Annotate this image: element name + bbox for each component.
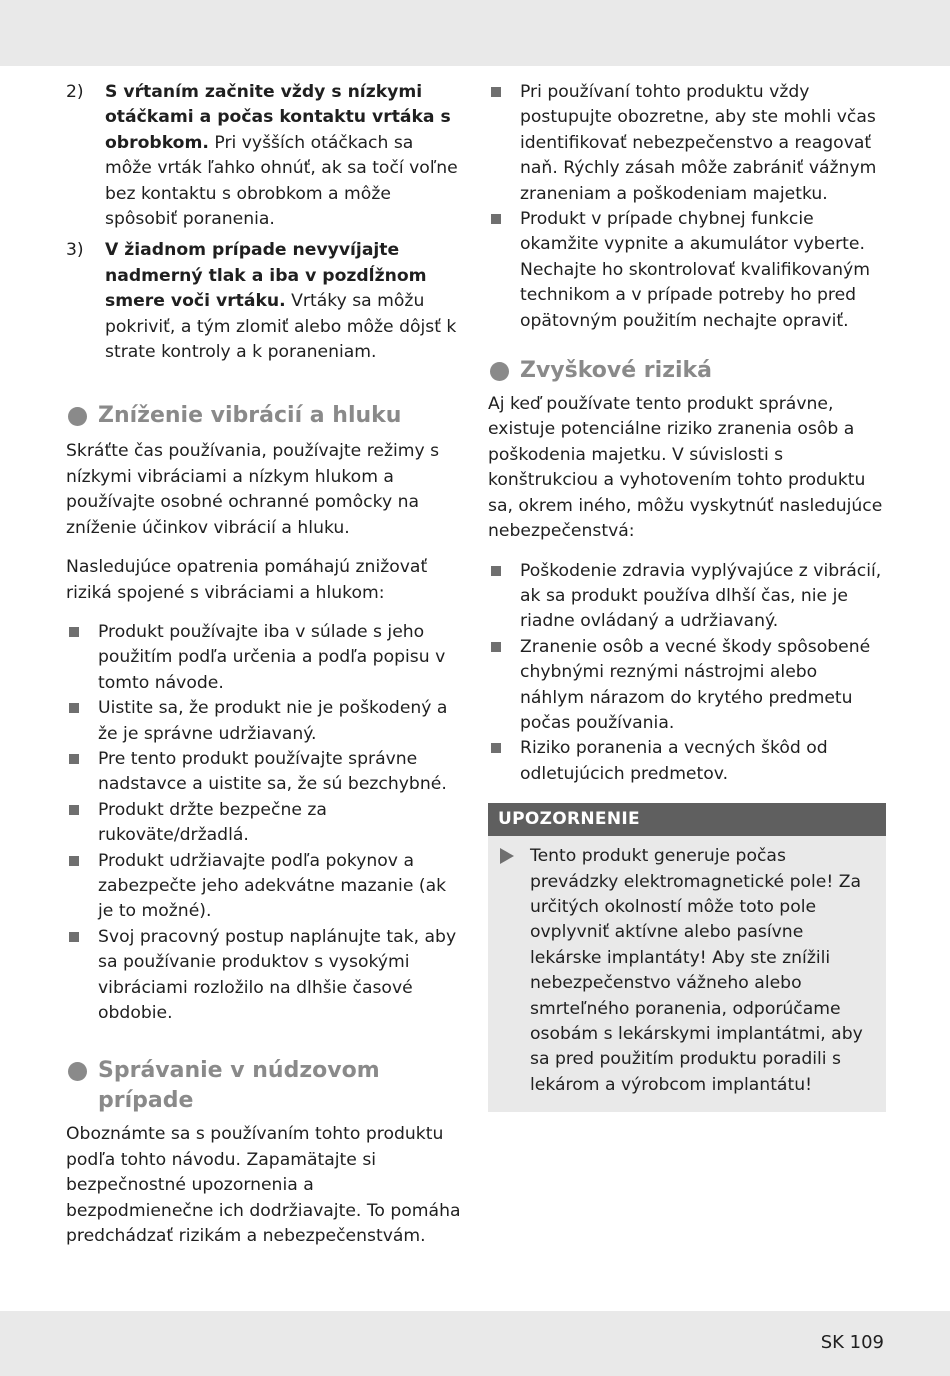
footer-band (0, 1311, 950, 1376)
square-bullet-icon (69, 754, 79, 764)
page-number: SK 109 (820, 1332, 884, 1353)
square-bullet-icon (69, 627, 79, 637)
list-item: Poškodenie zdravia vyplývajúce z vibrácií, ak sa produkt používa dlhší čas, nie je riadne ovládaný a udržiavaný. (488, 559, 886, 635)
paragraph: Aj keď používate tento produkt správne, existuje potenciálne riziko zranenia osôb a poškodenia majetku. V súvislosti s konštrukciou a vyhotovením tohto produktu sa, okrem iného, môžu vyskytnúť nasledujúce nebezpečenstvá: (488, 394, 883, 542)
paragraph: Nasledujúce opatrenia pomáhajú znižovať riziká spojené s vibráciami a hlukom: (66, 557, 428, 603)
warning-box (488, 803, 886, 1112)
step-emphasis: V žiadnom prípade nevyvíjajte nadmerný tlak a iba v pozdĺžnom smere voči vrtáku. (105, 240, 427, 312)
left-column (66, 80, 464, 1249)
square-bullet-icon (491, 87, 501, 97)
warning-body (488, 836, 886, 1112)
list-item: Riziko poranenia a vecných škôd od odletujúcich predmetov. (488, 736, 886, 787)
list-item: Pre tento produkt používajte správne nadstavce a uistite sa, že sú bezchybné. (66, 747, 464, 798)
step-emphasis: S vŕtaním začnite vždy s nízkymi otáčkami a počas kontaktu vrtáka s obrobkom. (105, 82, 451, 153)
list-item: Pri používaní tohto produktu vždy postupujte obozretne, aby ste mohli včas identifikovať nebezpečenstvo a reagovať naň. Rýchly zásah môže zabrániť vážnym zraneniam a poškodeniam majetku. (488, 80, 886, 207)
step-number: 2) (66, 82, 84, 102)
right-column (488, 80, 886, 1112)
square-bullet-icon (491, 743, 501, 753)
square-bullet-icon (69, 805, 79, 815)
step-number: 3) (66, 240, 84, 261)
measures-list (66, 620, 464, 1027)
list-item: Produkt používajte iba v súlade s jeho použitím podľa určenia a podľa popisu v tomto návode. (66, 620, 464, 696)
square-bullet-icon (69, 703, 79, 713)
list-item: Produkt držte bezpečne za rukoväte/držadlá. (66, 798, 464, 849)
heading-bullet-icon (68, 407, 87, 426)
list-item: Zranenie osôb a vecné škody spôsobené chybnými reznými nástrojmi alebo náhlym nárazom do krytého predmetu počas používania. (488, 635, 886, 737)
paragraph: Skráťte čas používania, používajte režimy s nízkymi vibráciami a nízkym hlukom a používajte osobné ochranné pomôcky na zníženie účinkov vibrácií a hluku. (66, 441, 440, 538)
numbered-step (66, 238, 464, 365)
risks-list (488, 559, 886, 788)
square-bullet-icon (69, 856, 79, 866)
warning-title: UPOZORNENIE (488, 803, 886, 836)
numbered-steps (66, 80, 464, 365)
step-text: Pri vyšších otáčkach sa môže vrták ľahko ohnúť, ak sa točí voľne bez kontaktu s obrobkom a môže spôsobiť poranenia. (105, 132, 458, 230)
section-heading-residual-risks: Zvyškové riziká (488, 356, 886, 386)
list-item: Svoj pracovný postup naplánujte tak, aby sa používanie produktov s vysokými vibráciami rozložilo na dlhšie časové obdobie. (66, 925, 464, 1027)
section-heading-vibration: Zníženie vibrácií a hluku (66, 401, 464, 431)
square-bullet-icon (69, 932, 79, 942)
numbered-step (66, 80, 464, 232)
square-bullet-icon (491, 566, 501, 576)
list-item: Produkt v prípade chybnej funkcie okamžite vypnite a akumulátor vyberte. Nechajte ho skontrolovať kvalifikovaným technikom a v prípade potreby ho pred opätovným použitím nechajte opraviť. (488, 207, 886, 334)
warning-text: Tento produkt generuje počas prevádzky elektromagnetické pole! Za určitých okolností môže toto pole ovplyvniť aktívne alebo pasívne lekárske implantáty! Aby ste znížili nebezpečenstvo vážneho alebo smrteľného poranenia, odporúčame osobám s lekárskymi implantátmi, aby sa pred použitím produktu poradili s lekárom a výrobcom implantátu! (530, 846, 863, 1095)
section-heading-emergency: Správanie v núdzovom prípade (66, 1056, 464, 1116)
list-item: Produkt udržiavajte podľa pokynov a zabezpečte jeho adekvátne mazanie (ak je to možné). (66, 849, 464, 925)
heading-bullet-icon (68, 1062, 87, 1081)
list-item: Uistite sa, že produkt nie je poškodený a že je správne udržiavaný. (66, 696, 464, 747)
square-bullet-icon (491, 642, 501, 652)
arrow-right-icon (500, 848, 514, 864)
paragraph: Oboznámte sa s používaním tohto produktu podľa tohto návodu. Zapamätajte si bezpečnostné upozornenia a bezpodmienečne ich dodržiavajte. To pomáha predchádzať rizikám a nebezpečenstvám. (66, 1124, 461, 1247)
square-bullet-icon (491, 214, 501, 224)
step-text: Vrtáky sa môžu pokriviť, a tým zlomiť alebo môže dôjsť k strate kontroly a k poraneniam. (105, 291, 457, 363)
safety-list (488, 80, 886, 334)
header-band (0, 0, 950, 66)
heading-bullet-icon (490, 362, 509, 381)
